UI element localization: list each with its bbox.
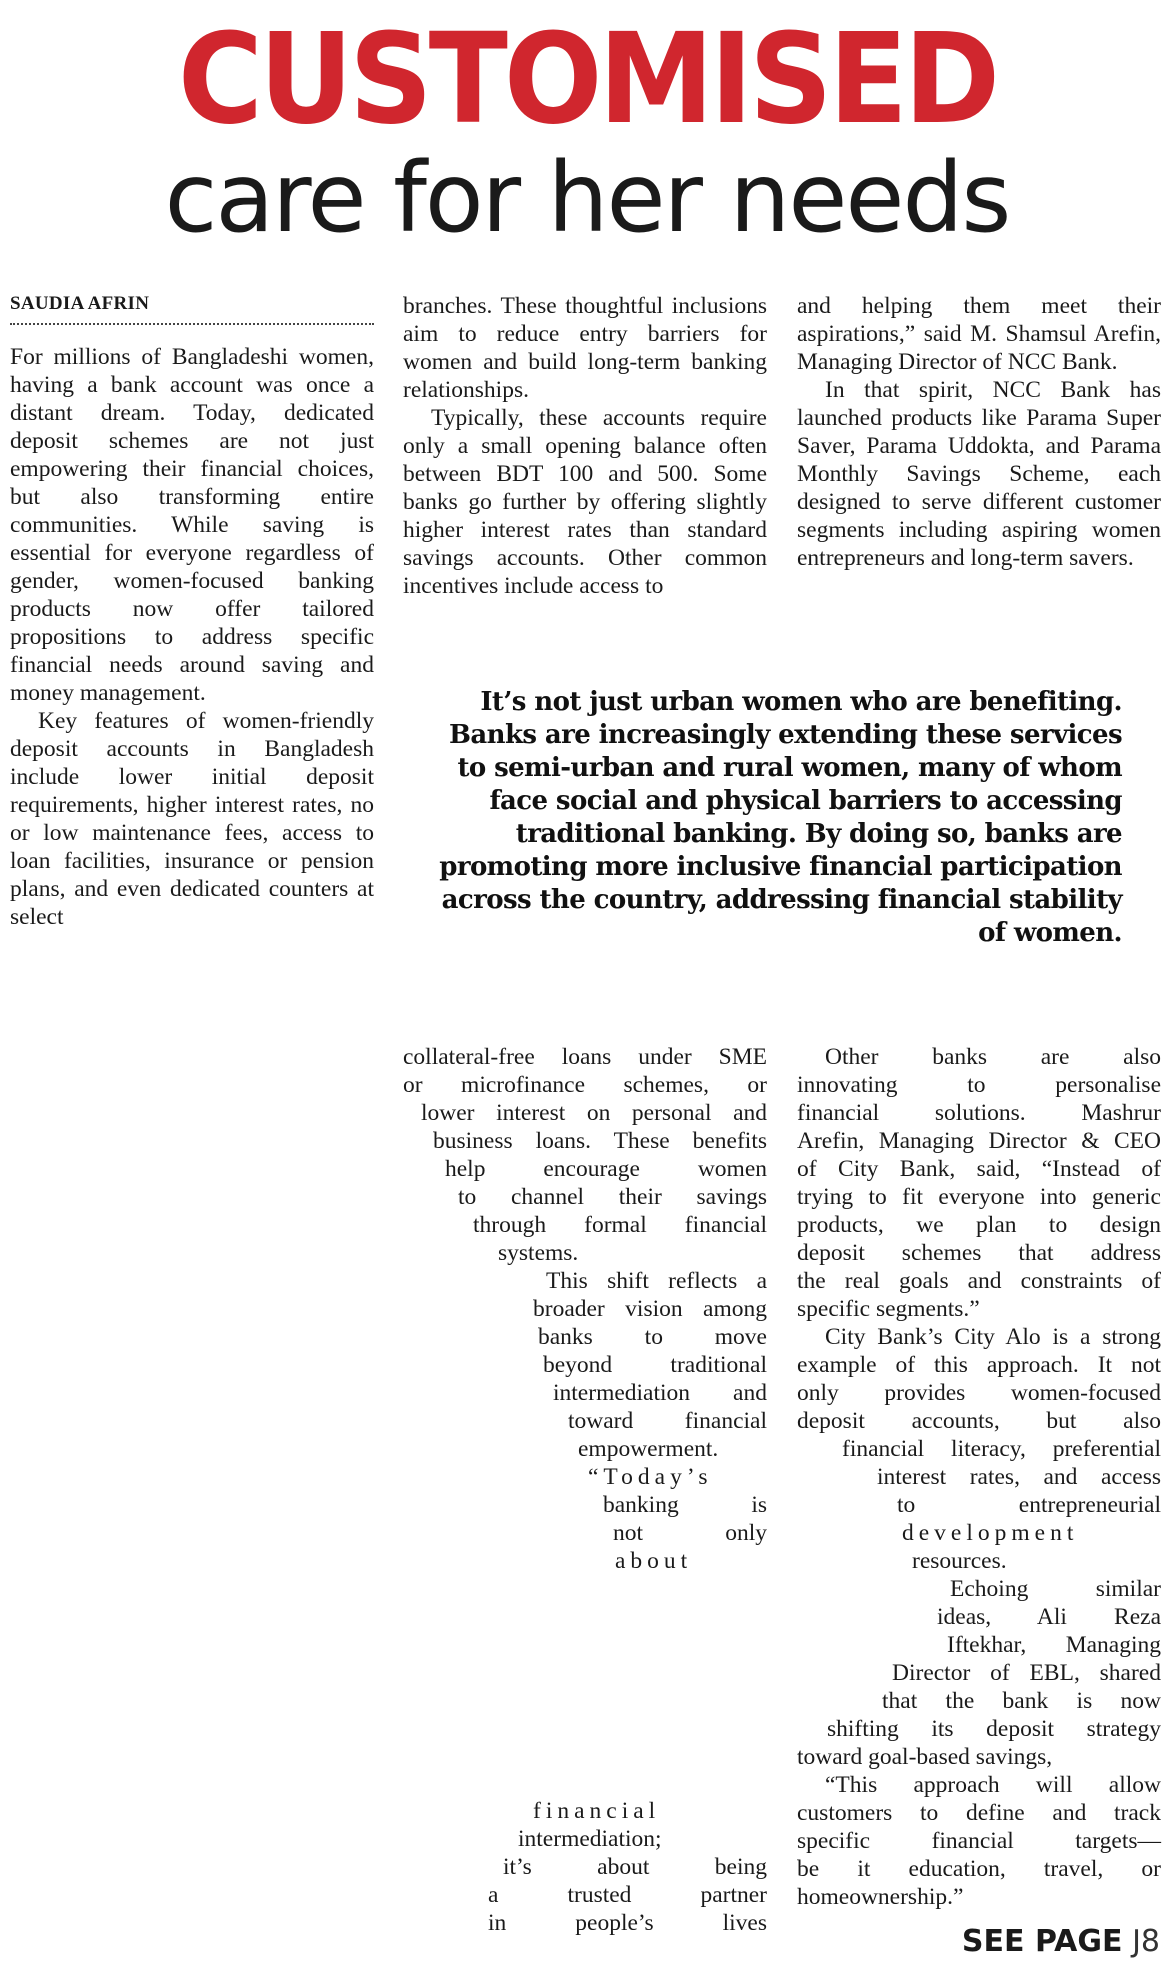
paragraph: Typically, these accounts require only a small opening balance often between BDT 100 and 500. Some banks go further by offering slightly higher interest rates than standard savings accounts. Other common incentives include access to <box>403 405 767 599</box>
text-line: financial solutions. Mashrur <box>797 1100 1161 1126</box>
text-line: to entrepreneurial <box>897 1492 1161 1518</box>
text-line: ideas, Ali Reza <box>937 1604 1161 1630</box>
text-line: Director of EBL, shared <box>892 1660 1161 1686</box>
paragraph: For millions of Bangladeshi women, having a bank account was once a distant dream. Today, dedicated deposit schemes are not just empowering their financial choices, but also transforming entire communities. While saving is essential for everyone regardless of gender, women-focused banking products now offer tailored propositions to address specific financial needs around saving and money management. <box>10 344 374 706</box>
column-1 <box>10 343 374 931</box>
text-line: “Today’s <box>588 1464 713 1490</box>
text-line: toward financial <box>568 1408 767 1434</box>
text-line: systems. <box>498 1240 579 1266</box>
text-line: deposit schemes that address <box>797 1240 1161 1266</box>
text-line: through formal financial <box>473 1212 767 1238</box>
text-line: Arefin, Managing Director & CEO <box>797 1128 1161 1154</box>
text-line: that the bank is now <box>882 1688 1161 1714</box>
text-line: Other banks are also <box>825 1044 1161 1070</box>
text-line: or microfinance schemes, or <box>403 1072 767 1098</box>
text-line: be it education, travel, or <box>797 1856 1161 1882</box>
text-line: shifting its deposit strategy <box>827 1716 1161 1742</box>
text-line: customers to define and track <box>797 1800 1161 1826</box>
column-2-bottom <box>403 1043 767 1575</box>
text-line: financial literacy, preferential <box>842 1436 1161 1462</box>
text-line: intermediation; <box>518 1826 662 1852</box>
text-line: example of this approach. It not <box>797 1352 1161 1378</box>
text-line: innovating to personalise <box>797 1072 1161 1098</box>
see-page-number: J8 <box>1132 1924 1160 1959</box>
text-line: specific financial targets— <box>797 1828 1161 1854</box>
text-line: only provides women-focused <box>797 1380 1161 1406</box>
paragraph: branches. These thoughtful inclusions aim to reduce entry barriers for women and build long-term banking relationships. <box>403 293 767 403</box>
column-3-bottom <box>797 1043 1161 1911</box>
see-page-footer <box>962 1925 1160 1959</box>
text-line: Iftekhar, Managing <box>947 1632 1161 1658</box>
text-line: resources. <box>912 1548 1007 1574</box>
text-line: lower interest on personal and <box>421 1100 767 1126</box>
text-line: to channel their savings <box>458 1184 767 1210</box>
text-line: of City Bank, said, “Instead of <box>797 1156 1161 1182</box>
text-line: homeownership.” <box>797 1884 964 1910</box>
text-line: financial <box>533 1798 661 1824</box>
text-line: products, we plan to design <box>797 1212 1161 1238</box>
text-line: in people’s lives <box>488 1910 767 1936</box>
text-line: broader vision among <box>533 1296 767 1322</box>
see-page-label: SEE PAGE <box>961 1924 1123 1959</box>
text-line: it’s about being <box>503 1854 767 1880</box>
paragraph: Key features of women-friendly deposit accounts in Bangladesh include lower initial deposit requirements, higher interest rates, no or low maintenance fees, access to loan facilities, insurance or pension plans, and even dedicated counters at select <box>10 708 374 930</box>
byline: SAUDIA AFRIN <box>10 293 374 325</box>
text-line: about <box>615 1548 693 1574</box>
text-line: specific segments.” <box>797 1296 980 1322</box>
text-line: “This approach will allow <box>825 1772 1161 1798</box>
text-line: banking is <box>603 1492 767 1518</box>
text-line: not only <box>613 1520 767 1546</box>
text-line: the real goals and constraints of <box>797 1268 1161 1294</box>
paragraph: and helping them meet their aspirations,” said M. Shamsul Arefin, Managing Director of NCC Bank. <box>797 293 1161 375</box>
text-line: empowerment. <box>578 1436 719 1462</box>
column-2-top <box>403 292 767 600</box>
text-line: interest rates, and access <box>877 1464 1161 1490</box>
paragraph: In that spirit, NCC Bank has launched products like Parama Super Saver, Parama Uddokta, and Parama Monthly Savings Scheme, each designed to serve different customer segments including aspiring women entrepreneurs and long-term savers. <box>797 377 1161 571</box>
text-line: collateral-free loans under SME <box>403 1044 767 1070</box>
text-line: business loans. These benefits <box>433 1128 767 1154</box>
column-2-bottom-tail <box>403 1797 767 1937</box>
column-3-top <box>797 292 1161 572</box>
text-line: trying to fit everyone into generic <box>797 1184 1161 1210</box>
pull-quote: It’s not just urban women who are benefiting. Banks are increasingly extending these services to semi-urban and rural women, many of whom face social and physical barriers to accessing traditional banking. By doing so, banks are promoting more inclusive financial participation across the country, addressing financial stability of women. <box>439 687 1122 948</box>
text-line: beyond traditional <box>543 1352 767 1378</box>
text-line: development <box>902 1520 1079 1546</box>
text-line: intermediation and <box>553 1380 767 1406</box>
text-line: deposit accounts, but also <box>797 1408 1161 1434</box>
text-line: banks to move <box>538 1324 767 1350</box>
text-line: a trusted partner <box>488 1882 767 1908</box>
text-line: Echoing similar <box>950 1576 1161 1602</box>
headline-main: CUSTOMISED <box>177 6 997 153</box>
text-line: City Bank’s City Alo is a strong <box>825 1324 1161 1350</box>
text-line: help encourage women <box>445 1156 767 1182</box>
headline-sub: care for her needs <box>164 142 1010 254</box>
text-line: toward goal-based savings, <box>797 1744 1053 1770</box>
text-line: This shift reflects a <box>546 1268 767 1294</box>
